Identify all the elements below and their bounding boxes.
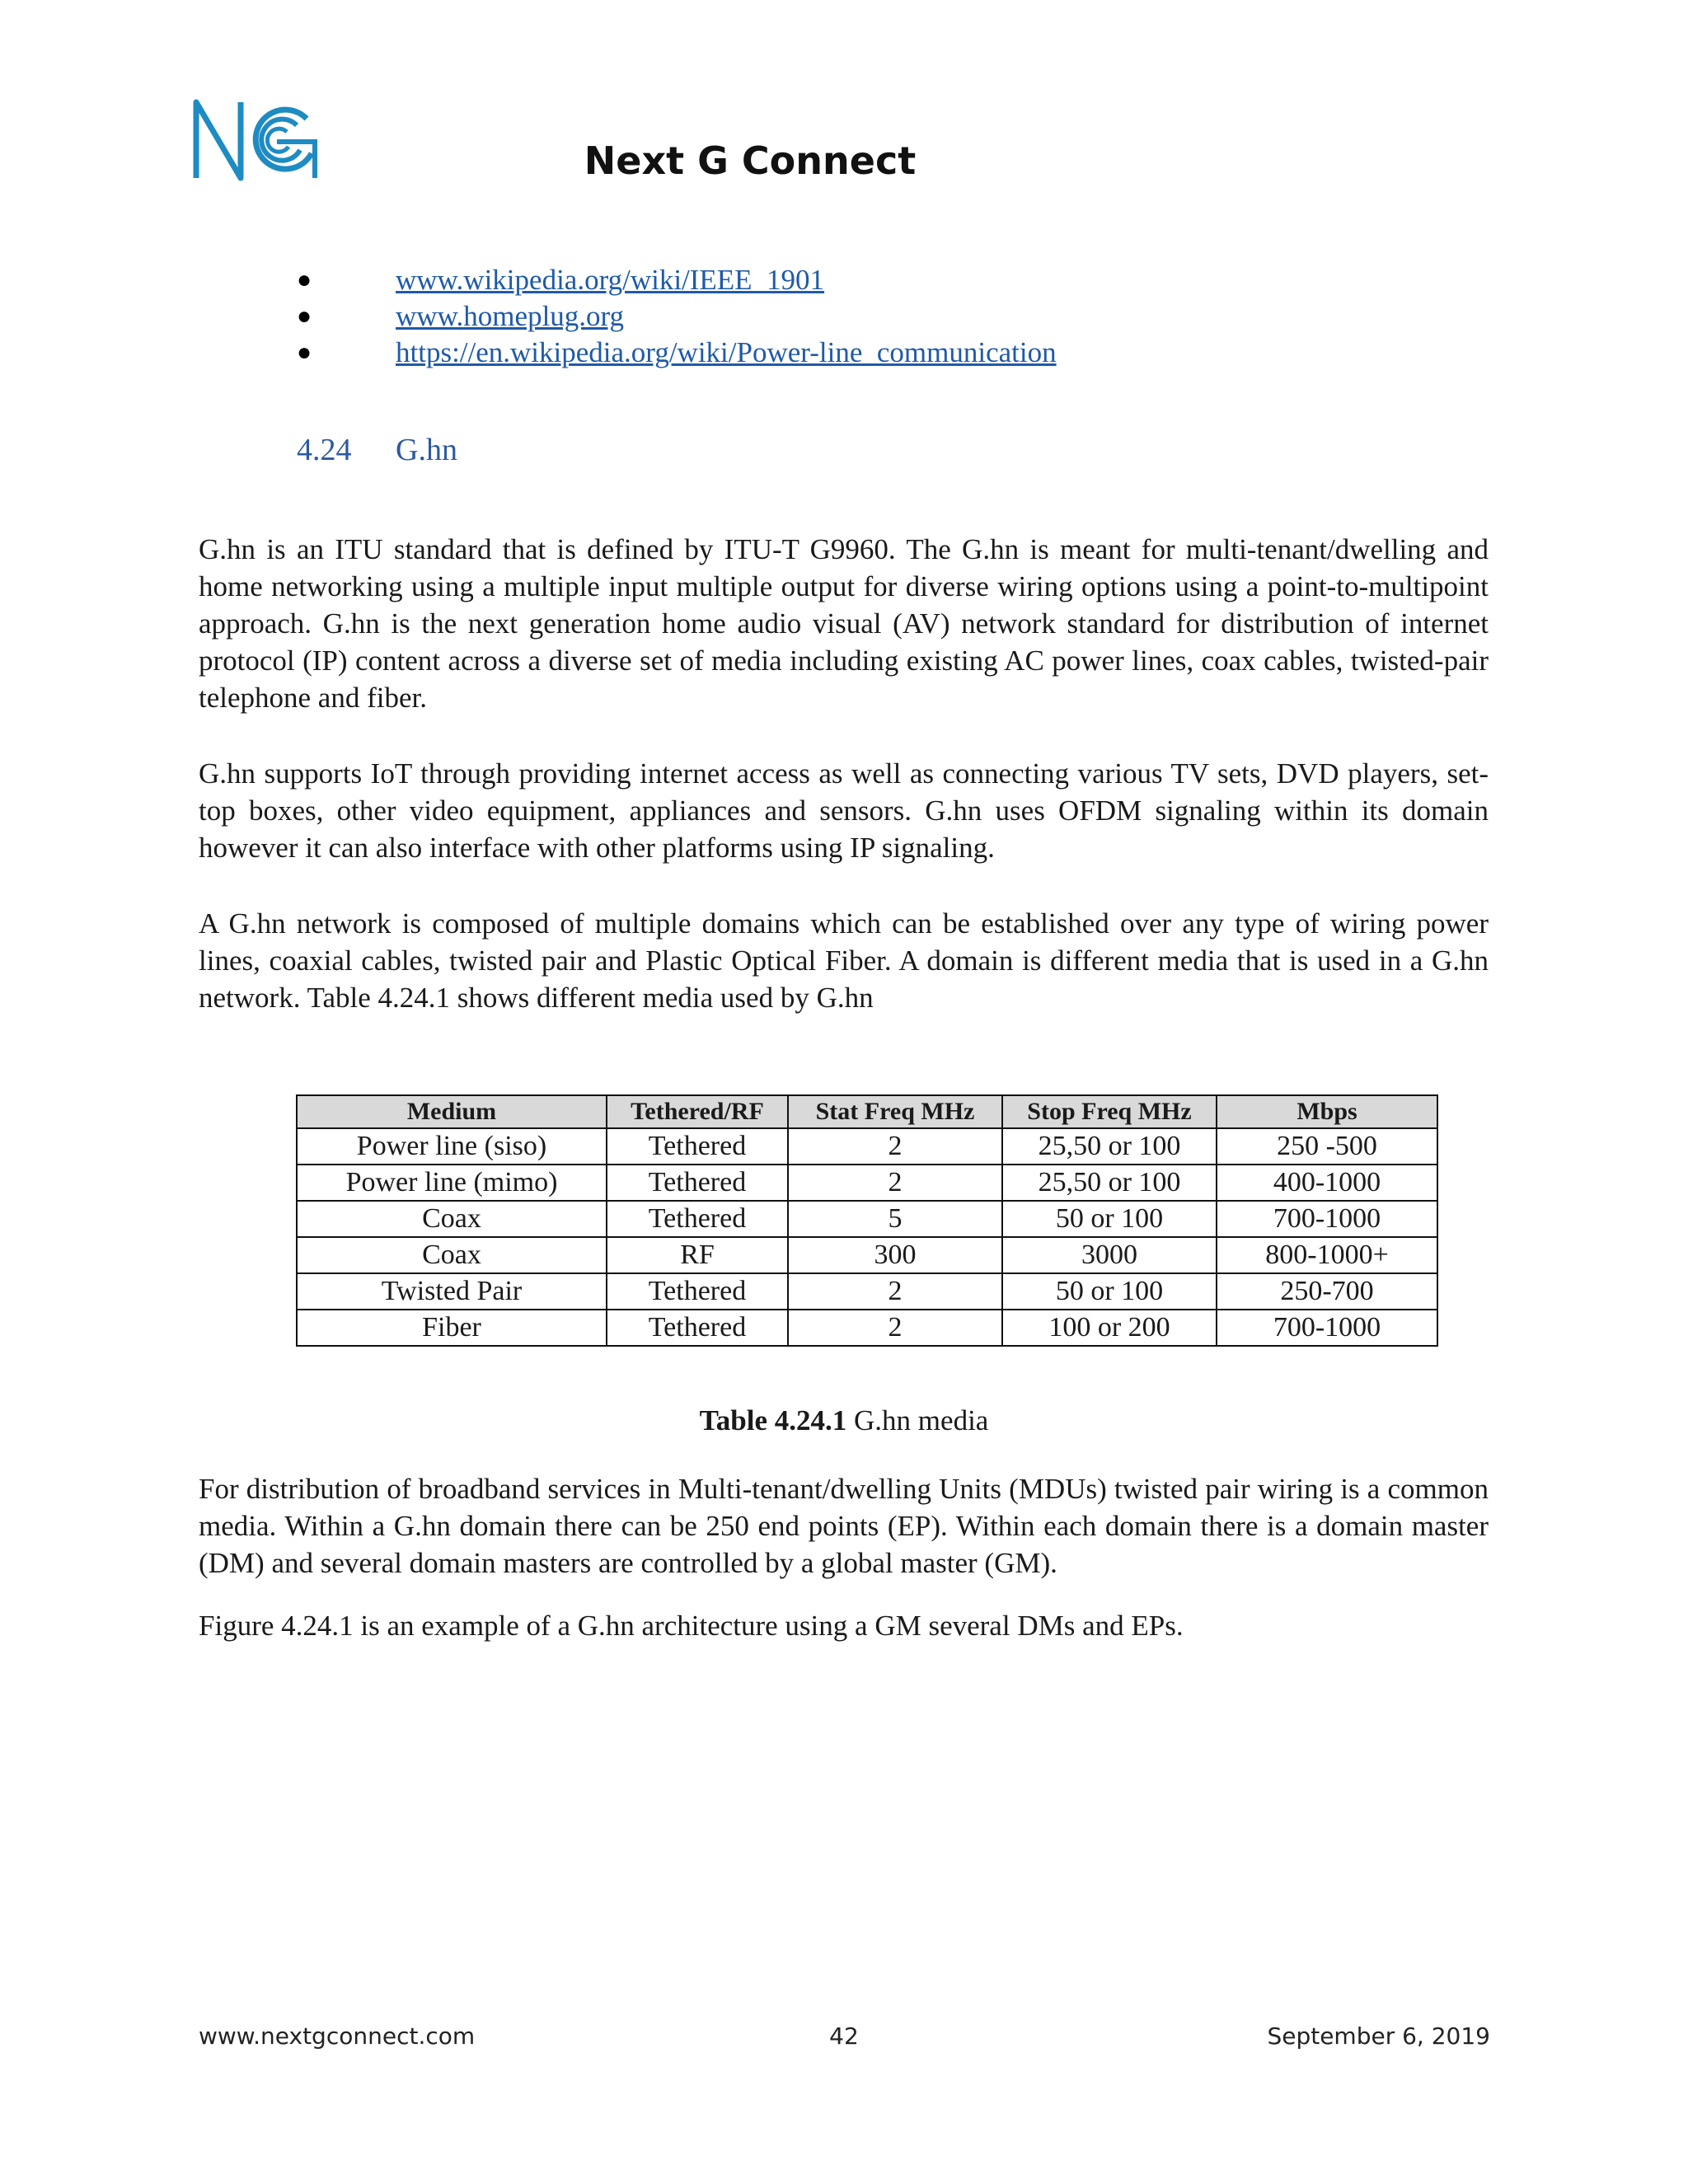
section-title: G.hn [396,433,457,467]
bullet-icon: ● [297,266,312,293]
table-header-row [297,1095,1437,1128]
header-stop-freq: Stop Freq MHz [1002,1095,1217,1128]
link-ieee-1901[interactable]: www.wikipedia.org/wiki/IEEE_1901 [396,264,825,296]
table-cell: 3000 [1002,1237,1217,1273]
section-heading [297,432,457,468]
table-cell: 700-1000 [1217,1310,1437,1346]
table-row [297,1273,1437,1310]
ghn-media-table [296,1094,1438,1347]
paragraph-mdu-distribution: For distribution of broadband services in Multi-tenant/dwelling Units (MDUs) twisted pair wiring is a common media. Within a G.hn domain there can be 250 end points (EP). Within each domain there is a domain master (DM) and several domain masters are controlled by a global master (GM). [199,1473,1489,1579]
table-cell: 250-700 [1217,1273,1437,1310]
table-cell: 800-1000+ [1217,1237,1437,1273]
table-caption [0,1404,1688,1437]
table-row [297,1310,1437,1346]
table-cell: 50 or 100 [1002,1273,1217,1310]
table-cell: 2 [788,1128,1002,1165]
bullet-icon: ● [297,302,312,330]
footer-page-number: 42 [829,2022,859,2050]
table-cell: Coax [297,1201,607,1237]
table-cell: RF [607,1237,788,1273]
table-cell: 300 [788,1237,1002,1273]
table-cell: Power line (mimo) [297,1165,607,1201]
table-row [297,1237,1437,1273]
table-cell: Fiber [297,1310,607,1346]
table-cell: 5 [788,1201,1002,1237]
table-cell: Tethered [607,1273,788,1310]
paragraph-ghn-iot: G.hn supports IoT through providing internet access as well as connecting various TV sets, DVD players, set-top boxes, other video equipment, appliances and sensors. G.hn uses OFDM signaling within its domain however it can also interface with other platforms using IP signaling. [199,757,1489,864]
table-caption-text: G.hn media [854,1404,989,1436]
table-cell: 2 [788,1273,1002,1310]
table-cell: Tethered [607,1165,788,1201]
table-cell: Tethered [607,1128,788,1165]
header-mbps: Mbps [1217,1095,1437,1128]
table-cell: 100 or 200 [1002,1310,1217,1346]
link-power-line-communication[interactable]: https://en.wikipedia.org/wiki/Power-line_communication [396,336,1057,368]
document-title: Next G Connect [584,138,917,183]
table-cell: Tethered [607,1310,788,1346]
table-cell: 400-1000 [1217,1165,1437,1201]
footer-date: September 6, 2019 [1267,2022,1490,2050]
table-cell: 700-1000 [1217,1201,1437,1237]
header-start-freq: Stat Freq MHz [788,1095,1002,1128]
table-row [297,1128,1437,1165]
table-caption-label: Table 4.24.1 [699,1404,847,1436]
table-cell: 2 [788,1310,1002,1346]
link-homeplug[interactable]: www.homeplug.org [396,300,625,332]
bullet-icon: ● [297,339,312,366]
table-cell: Twisted Pair [297,1273,607,1310]
section-number: 4.24 [297,433,352,467]
table-row [297,1165,1437,1201]
table-cell: 2 [788,1165,1002,1201]
table-cell: 250 -500 [1217,1128,1437,1165]
table-cell: Tethered [607,1201,788,1237]
header-tethered-rf: Tethered/RF [607,1095,788,1128]
table-cell: Coax [297,1237,607,1273]
table-row [297,1201,1437,1237]
paragraph-figure-reference: Figure 4.24.1 is an example of a G.hn architecture using a GM several DMs and EPs. [199,1610,1184,1642]
table-cell: 25,50 or 100 [1002,1165,1217,1201]
header-medium: Medium [297,1095,607,1128]
table-cell: 25,50 or 100 [1002,1128,1217,1165]
footer-website: www.nextgconnect.com [199,2022,476,2050]
paragraph-ghn-domains: A G.hn network is composed of multiple domains which can be established over any type of wiring power lines, coaxial cables, twisted pair and Plastic Optical Fiber. A domain is different media that is used in a G.hn network. Table 4.24.1 shows different media used by G.hn [199,907,1489,1014]
table-cell: 50 or 100 [1002,1201,1217,1237]
paragraph-ghn-standard: G.hn is an ITU standard that is defined by ITU-T G9960. The G.hn is meant for multi-tenant/dwelling and home networking using a multiple input multiple output for diverse wiring options using a point-to-multipoint approach. G.hn is the next generation home audio visual (AV) network standard for distribution of internet protocol (IP) content across a diverse set of media including existing AC power lines, coax cables, twisted-pair telephone and fiber. [199,533,1489,714]
table-cell: Power line (siso) [297,1128,607,1165]
